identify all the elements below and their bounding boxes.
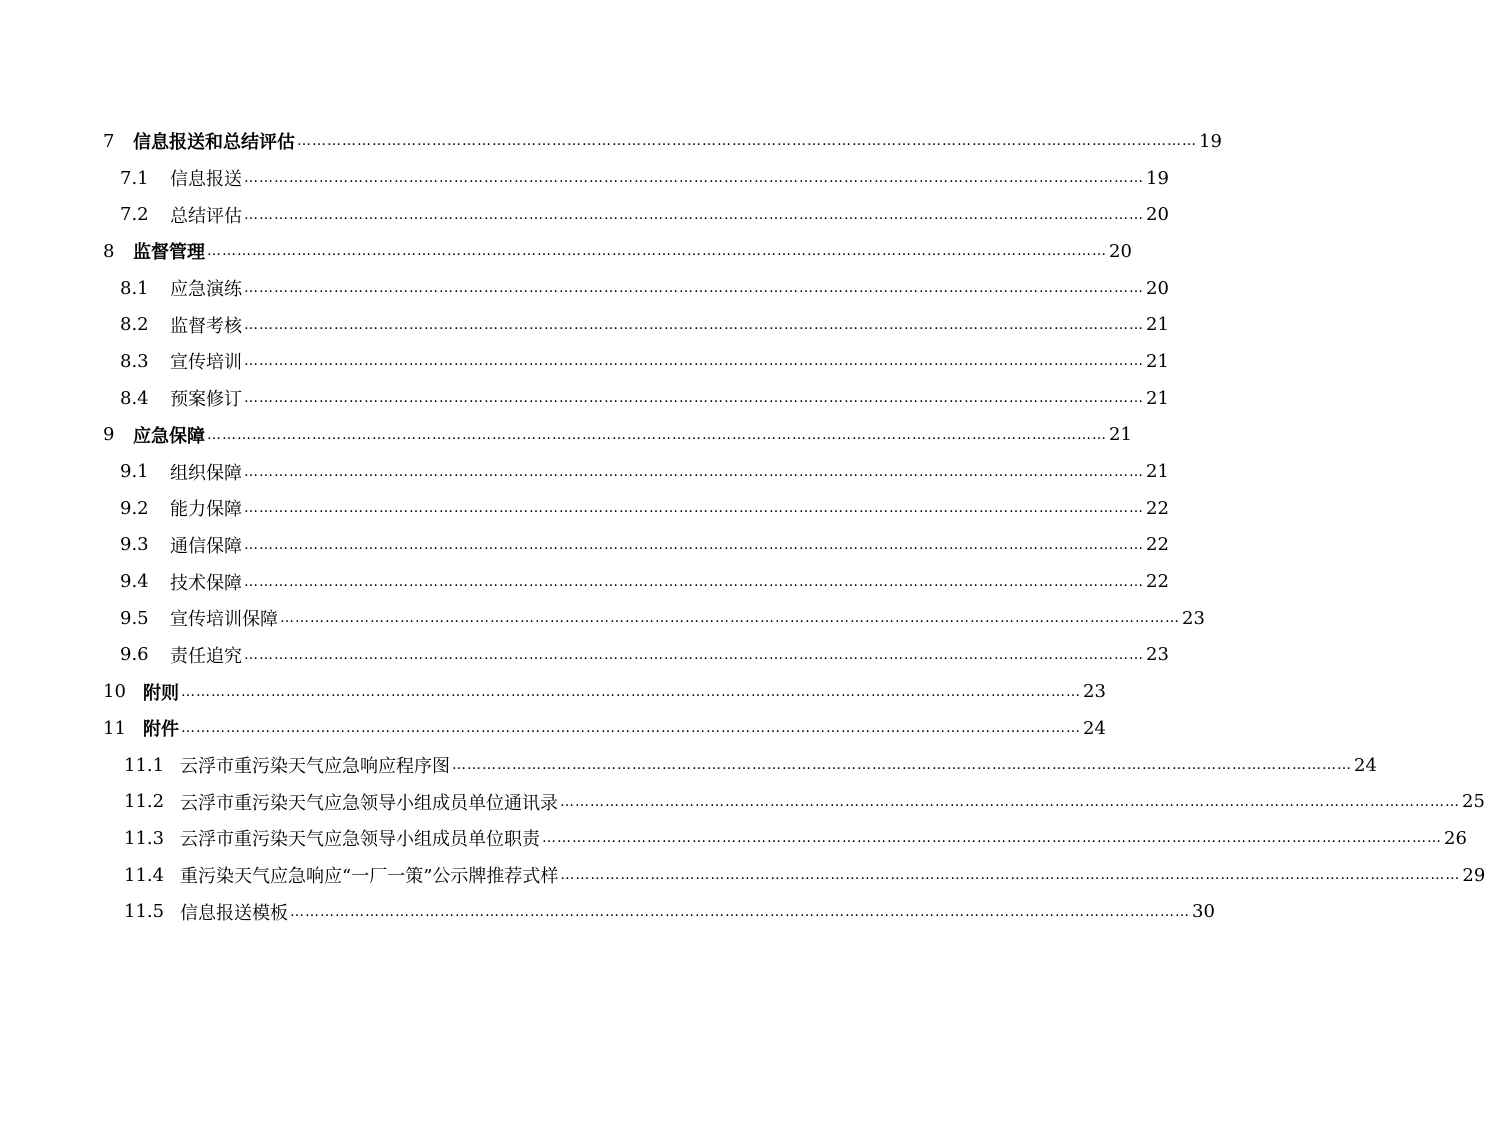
toc-entry-page: 29 xyxy=(1462,864,1485,886)
toc-dot-leader: ……………………………………………………………………………………………………………………………………………………………… xyxy=(244,573,1144,590)
toc-entry[interactable] xyxy=(0,160,1169,197)
toc-entry[interactable] xyxy=(0,380,1169,417)
toc-dot-leader: ……………………………………………………………………………………………………………………………………………………………… xyxy=(297,133,1197,150)
toc-entry[interactable] xyxy=(0,417,1132,454)
toc-entry-title: 信息报送模板 xyxy=(180,902,288,924)
toc-entry-title: 重污染天气应急响应“一厂一策”公示牌推荐式样 xyxy=(180,866,559,888)
toc-entry[interactable] xyxy=(0,747,1377,784)
toc-entry-page: 22 xyxy=(1146,534,1169,556)
toc-entry-number: 8.4 xyxy=(120,387,149,409)
toc-entry-page: 20 xyxy=(1146,277,1169,299)
toc-entry[interactable] xyxy=(0,233,1132,270)
toc-entry-number: 7.2 xyxy=(120,204,149,226)
table-of-contents xyxy=(0,123,1485,930)
toc-entry-title: 组织保障 xyxy=(170,462,242,484)
toc-entry-title: 通信保障 xyxy=(170,535,242,557)
toc-dot-leader: ……………………………………………………………………………………………………………………………………………………………… xyxy=(244,536,1144,553)
toc-entry-title: 云浮市重污染天气应急领导小组成员单位通讯录 xyxy=(180,792,558,814)
toc-dot-leader: ……………………………………………………………………………………………………………………………………………………………… xyxy=(244,500,1144,517)
toc-entry-title: 附则 xyxy=(143,682,179,704)
toc-entry-page: 21 xyxy=(1146,350,1169,372)
toc-dot-leader: ……………………………………………………………………………………………………………………………………………………………… xyxy=(181,683,1081,700)
toc-entry-page: 21 xyxy=(1146,314,1169,336)
toc-entry[interactable] xyxy=(0,196,1169,233)
toc-dot-leader: ……………………………………………………………………………………………………………………………………………………………… xyxy=(290,903,1190,920)
toc-entry-title: 应急保障 xyxy=(133,425,205,447)
toc-entry-page: 25 xyxy=(1462,791,1485,813)
toc-entry-title: 宣传培训 xyxy=(170,352,242,374)
toc-entry-title: 云浮市重污染天气应急响应程序图 xyxy=(180,756,450,778)
toc-entry-title: 监督管理 xyxy=(133,242,205,264)
toc-entry[interactable] xyxy=(0,857,1485,894)
toc-entry[interactable] xyxy=(0,893,1215,930)
toc-entry[interactable] xyxy=(0,343,1169,380)
toc-entry[interactable] xyxy=(0,783,1485,820)
toc-dot-leader: ……………………………………………………………………………………………………………………………………………………………… xyxy=(244,206,1144,223)
toc-entry-title: 责任追究 xyxy=(170,645,242,667)
toc-entry-page: 22 xyxy=(1146,497,1169,519)
toc-entry-page: 23 xyxy=(1182,607,1205,629)
toc-entry[interactable] xyxy=(0,306,1169,343)
toc-entry-number: 9.5 xyxy=(120,607,149,629)
toc-entry-title: 能力保障 xyxy=(170,499,242,521)
toc-entry-page: 20 xyxy=(1109,240,1132,262)
toc-entry-number: 9 xyxy=(103,424,115,446)
toc-entry-number: 7.1 xyxy=(120,167,149,189)
toc-entry-title: 预案修订 xyxy=(170,389,242,411)
toc-entry-page: 19 xyxy=(1199,130,1222,152)
toc-dot-leader: ……………………………………………………………………………………………………………………………………………………………… xyxy=(181,720,1081,737)
toc-entry[interactable] xyxy=(0,600,1205,637)
toc-entry[interactable] xyxy=(0,453,1169,490)
toc-entry-title: 信息报送 xyxy=(170,169,242,191)
toc-dot-leader: ……………………………………………………………………………………………………………………………………………………………… xyxy=(244,353,1144,370)
toc-entry-number: 9.1 xyxy=(120,461,149,483)
toc-entry-title: 应急演练 xyxy=(170,279,242,301)
toc-dot-leader: ……………………………………………………………………………………………………………………………………………………………… xyxy=(244,463,1144,480)
toc-entry[interactable] xyxy=(0,563,1169,600)
toc-entry-number: 9.6 xyxy=(120,644,149,666)
toc-entry-page: 23 xyxy=(1083,681,1106,703)
toc-entry-title: 监督考核 xyxy=(170,315,242,337)
toc-entry-title: 附件 xyxy=(143,719,179,741)
toc-entry-page: 22 xyxy=(1146,571,1169,593)
toc-entry-page: 24 xyxy=(1083,717,1106,739)
toc-entry-number: 11.1 xyxy=(124,754,165,776)
toc-dot-leader: ……………………………………………………………………………………………………………………………………………………………… xyxy=(560,867,1461,884)
toc-entry-page: 23 xyxy=(1146,644,1169,666)
toc-dot-leader: ……………………………………………………………………………………………………………………………………………………………… xyxy=(244,390,1144,407)
toc-entry-page: 21 xyxy=(1146,387,1169,409)
toc-entry-number: 11.2 xyxy=(124,791,165,813)
toc-entry-page: 21 xyxy=(1109,424,1132,446)
toc-entry-number: 11.4 xyxy=(124,864,165,886)
toc-entry[interactable] xyxy=(0,123,1222,160)
toc-entry-number: 10 xyxy=(103,681,126,703)
toc-dot-leader: ……………………………………………………………………………………………………………………………………………………………… xyxy=(542,830,1442,847)
toc-entry[interactable] xyxy=(0,673,1106,710)
toc-entry-title: 宣传培训保障 xyxy=(170,609,278,631)
toc-entry-title: 总结评估 xyxy=(170,205,242,227)
toc-entry[interactable] xyxy=(0,490,1169,527)
toc-dot-leader: ……………………………………………………………………………………………………………………………………………………………… xyxy=(244,170,1144,187)
toc-dot-leader: ……………………………………………………………………………………………………………………………………………………………… xyxy=(244,646,1144,663)
toc-entry-page: 21 xyxy=(1146,461,1169,483)
toc-dot-leader: ……………………………………………………………………………………………………………………………………………………………… xyxy=(560,793,1460,810)
toc-entry-number: 11.5 xyxy=(124,901,165,923)
toc-dot-leader: ……………………………………………………………………………………………………………………………………………………………… xyxy=(280,610,1180,627)
toc-entry[interactable] xyxy=(0,270,1169,307)
toc-entry-number: 9.2 xyxy=(120,497,149,519)
toc-dot-leader: ……………………………………………………………………………………………………………………………………………………………… xyxy=(244,280,1144,297)
toc-entry[interactable] xyxy=(0,527,1169,564)
toc-dot-leader: ……………………………………………………………………………………………………………………………………………………………… xyxy=(244,316,1144,333)
toc-entry-number: 9.4 xyxy=(120,571,149,593)
toc-entry[interactable] xyxy=(0,710,1106,747)
toc-entry-page: 19 xyxy=(1146,167,1169,189)
toc-entry-number: 11 xyxy=(103,717,126,739)
toc-entry-number: 11.3 xyxy=(124,827,165,849)
toc-entry-page: 24 xyxy=(1354,754,1377,776)
toc-entry-number: 8 xyxy=(103,240,115,262)
toc-dot-leader: ……………………………………………………………………………………………………………………………………………………………… xyxy=(207,243,1107,260)
toc-entry[interactable] xyxy=(0,637,1169,674)
toc-dot-leader: ……………………………………………………………………………………………………………………………………………………………… xyxy=(207,426,1107,443)
toc-dot-leader: ……………………………………………………………………………………………………………………………………………………………… xyxy=(452,757,1352,774)
toc-entry-number: 7 xyxy=(103,130,115,152)
toc-entry-title: 云浮市重污染天气应急领导小组成员单位职责 xyxy=(180,829,540,851)
toc-entry-number: 8.1 xyxy=(120,277,149,299)
toc-entry-number: 8.2 xyxy=(120,314,149,336)
toc-entry-number: 9.3 xyxy=(120,534,149,556)
toc-entry-page: 26 xyxy=(1444,827,1467,849)
toc-entry-title: 技术保障 xyxy=(170,572,242,594)
toc-entry[interactable] xyxy=(0,820,1467,857)
toc-entry-title: 信息报送和总结评估 xyxy=(133,132,295,154)
toc-entry-page: 20 xyxy=(1146,204,1169,226)
toc-entry-page: 30 xyxy=(1192,901,1215,923)
toc-entry-number: 8.3 xyxy=(120,350,149,372)
